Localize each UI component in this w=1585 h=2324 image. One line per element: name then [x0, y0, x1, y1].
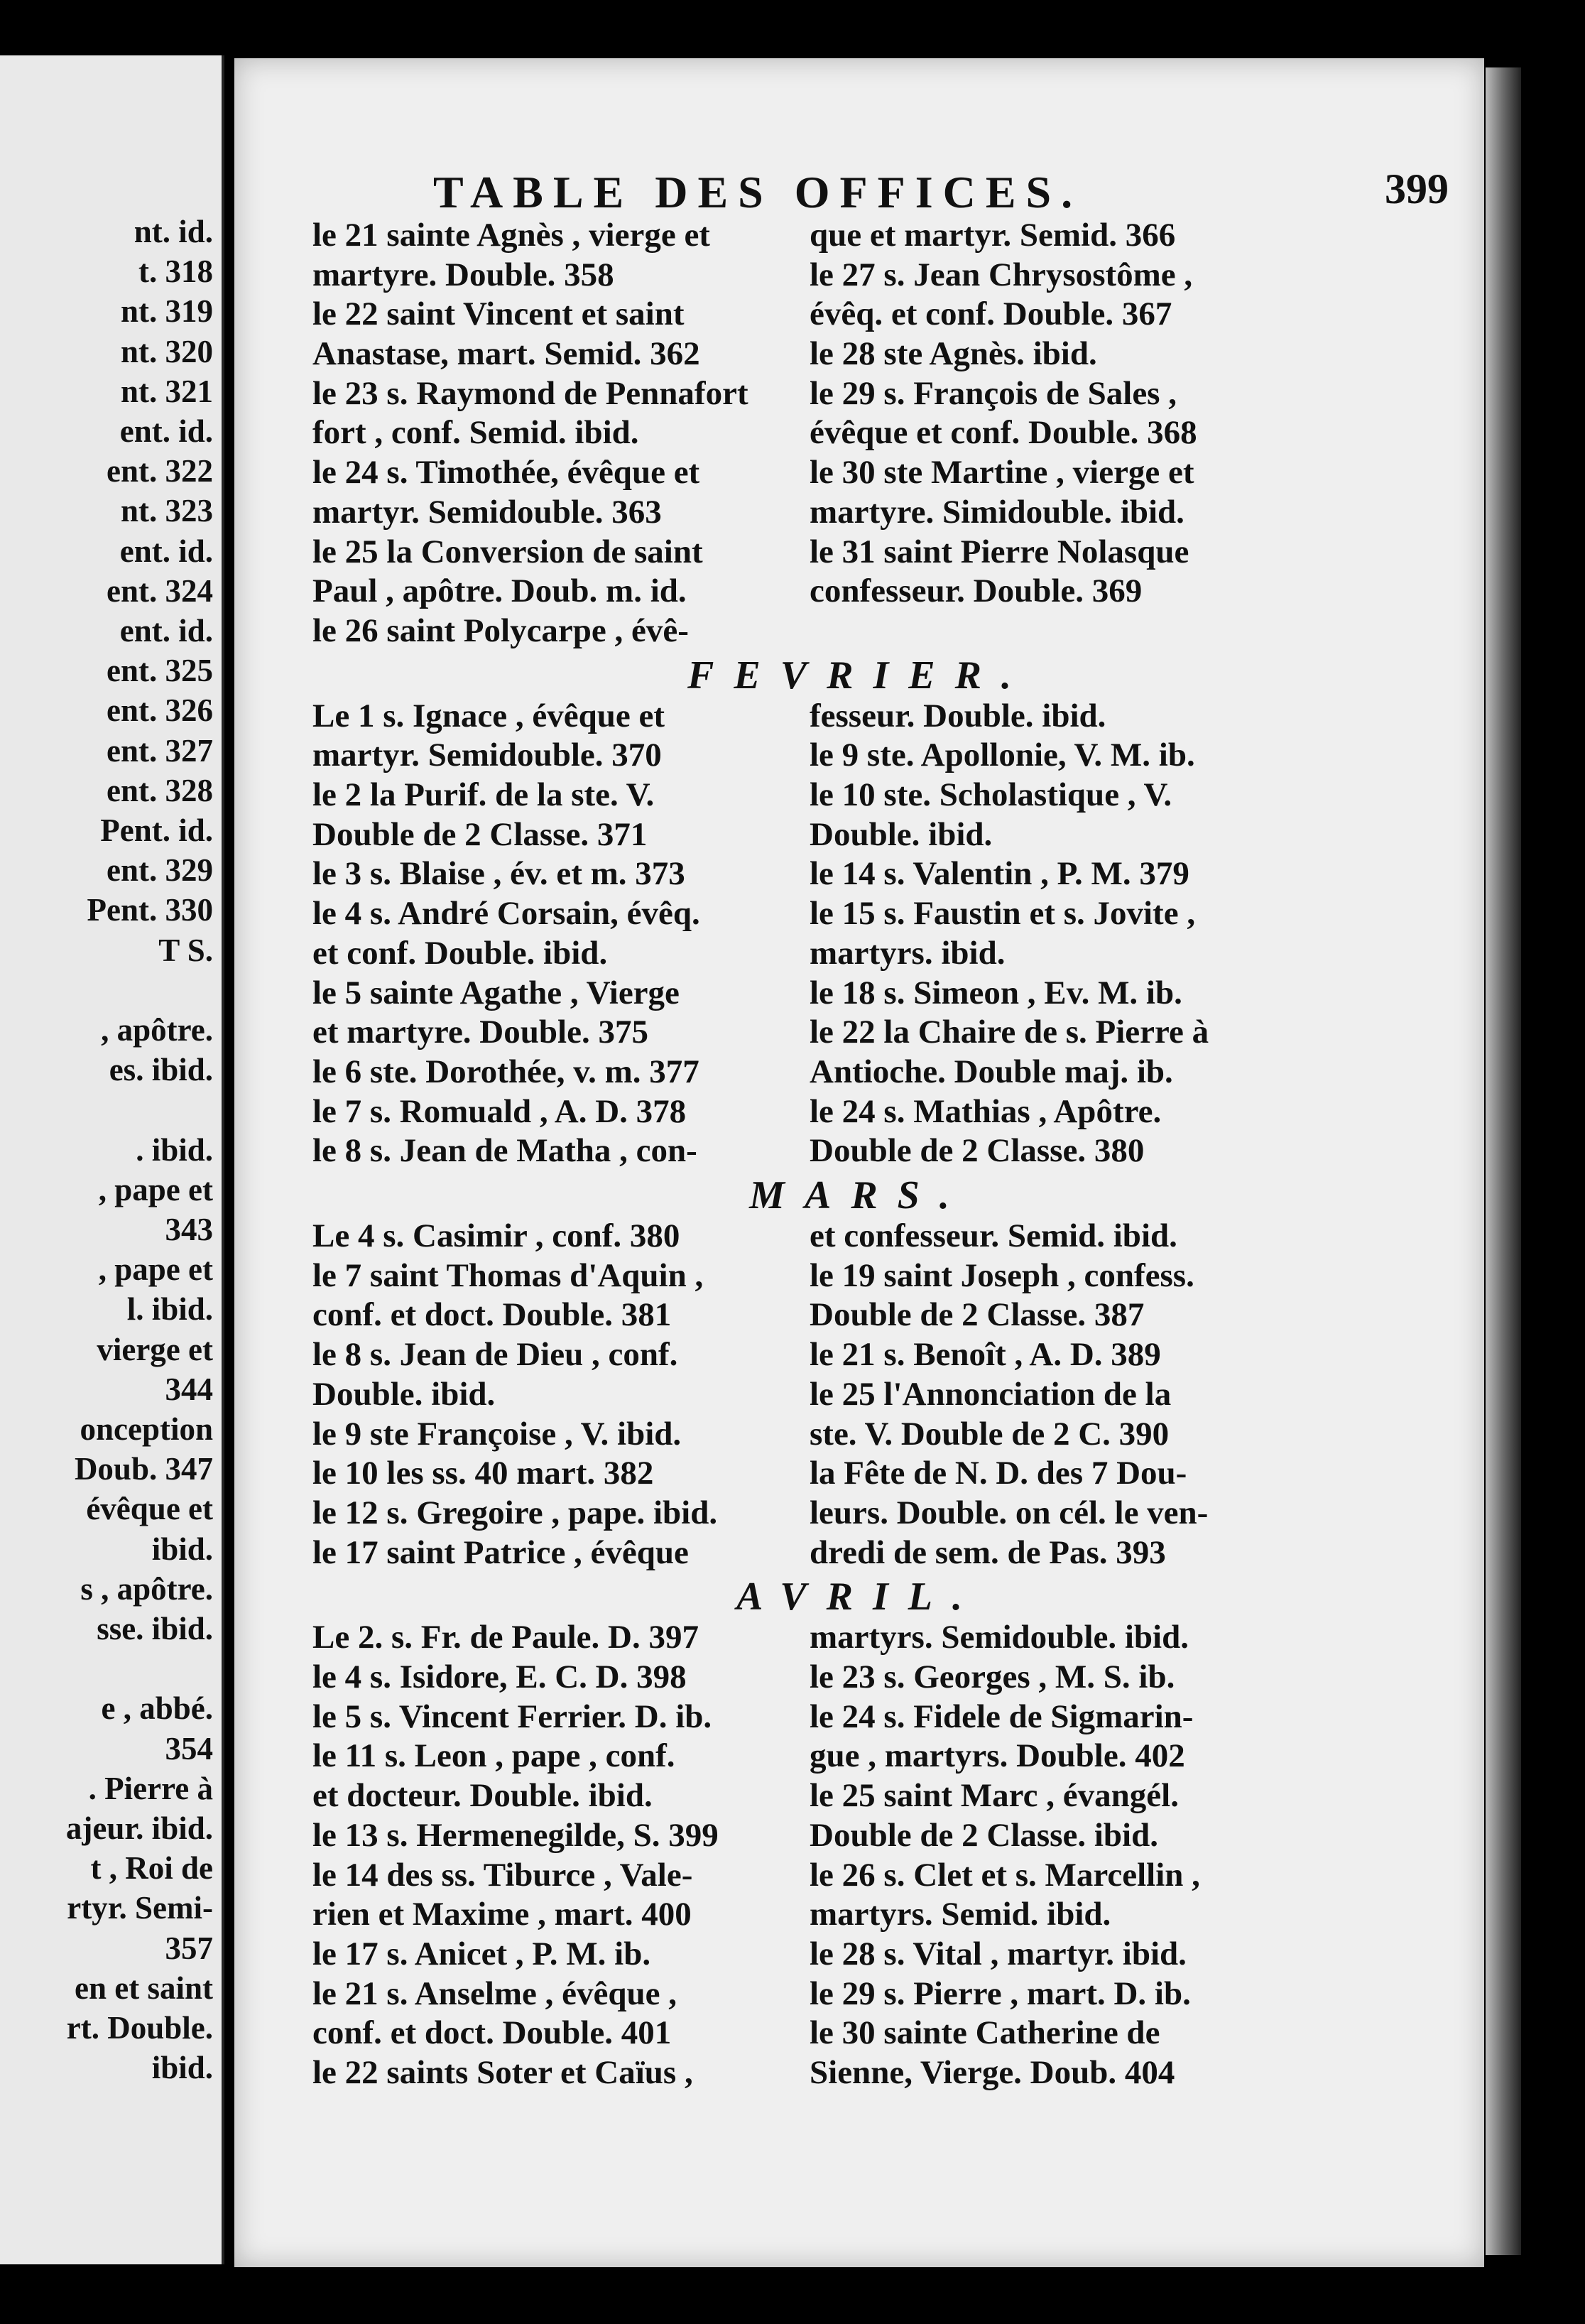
page [234, 58, 1484, 2267]
left-page-line: rtyr. Semi- [67, 1890, 213, 1926]
left-page-line: ent. id. [119, 533, 213, 569]
right-column [810, 1618, 1307, 2092]
left-page-line: ent. 328 [107, 772, 213, 808]
month-heading: MARS. [749, 1173, 969, 1218]
entry-line: conf. et doct. Double. 401 [312, 2014, 672, 2052]
entry-line: Double. ibid. [810, 815, 993, 853]
entry-line: le 29 s. François de Sales , [810, 374, 1177, 412]
left-page-line: nt. 323 [120, 493, 213, 529]
month-heading: FEVRIER. [687, 653, 1031, 697]
left-page-fragment [0, 55, 224, 2264]
entry-line: martyr. Semidouble. 370 [312, 737, 662, 774]
left-page-line: ibid. [151, 2050, 213, 2086]
left-page-line: s , apôtre. [80, 1570, 213, 1607]
left-page-line: Pent. 330 [87, 892, 213, 928]
entry-line: le 8 s. Jean de Dieu , conf. [312, 1336, 678, 1374]
left-page-line: Pent. id. [100, 813, 213, 848]
left-page-line: t. 318 [138, 254, 213, 290]
entry-line: le 30 sainte Catherine de [810, 2014, 1160, 2052]
entry-line: le 14 des ss. Tiburce , Vale- [312, 1856, 693, 1894]
entry-line: le 28 s. Vital , martyr. ibid. [810, 1935, 1187, 1972]
entry-line: le 4 s. André Corsain, évêq. [312, 895, 700, 933]
left-page-line: sse. ibid. [97, 1611, 213, 1646]
entry-line: le 5 sainte Agathe , Vierge [312, 974, 680, 1011]
entry-line: Le 2. s. Fr. de Paule. D. 397 [312, 1619, 699, 1656]
entry-line: le 25 saint Marc , évangél. [810, 1777, 1179, 1815]
entry-line: le 21 s. Benoît , A. D. 389 [810, 1336, 1161, 1374]
left-page-line: . ibid. [136, 1131, 213, 1168]
left-page-line: es. ibid. [109, 1052, 213, 1088]
left-page-line: ent. 325 [107, 653, 213, 689]
right-column [810, 1217, 1307, 1573]
entry-line: le 11 s. Leon , pape , conf. [312, 1737, 675, 1775]
entry-line: le 4 s. Isidore, E. C. D. 398 [312, 1658, 687, 1696]
entry-line: le 29 s. Pierre , mart. D. ib. [810, 1975, 1191, 2012]
entry-line: le 9 ste. Apollonie, V. M. ib. [810, 737, 1195, 774]
entry-line: Anastase, mart. Semid. 362 [312, 335, 700, 373]
entry-line: le 12 s. Gregoire , pape. ibid. [312, 1494, 718, 1531]
entry-line: conf. et doct. Double. 381 [312, 1296, 672, 1334]
entry-line: martyrs. Semidouble. ibid. [810, 1619, 1189, 1656]
entry-line: leurs. Double. on cél. le ven- [810, 1494, 1209, 1531]
entry-line: évêque et conf. Double. 368 [810, 414, 1197, 452]
left-page-line: nt. 320 [120, 333, 213, 369]
entry-line: martyrs. ibid. [810, 934, 1006, 972]
entry-line: le 19 saint Joseph , confess. [810, 1256, 1194, 1294]
entry-line: ste. V. Double de 2 C. 390 [810, 1415, 1170, 1452]
entry-line: évêq. et conf. Double. 367 [810, 295, 1172, 333]
entry-line: rien et Maxime , mart. 400 [312, 1896, 692, 1933]
left-column [312, 1217, 810, 1573]
entry-line: Double. ibid. [312, 1375, 496, 1413]
left-page-line: évêque et [86, 1491, 213, 1527]
entry-line: le 7 s. Romuald , A. D. 378 [312, 1092, 687, 1130]
left-page-line: nt. 319 [120, 293, 213, 330]
entry-line: le 8 s. Jean de Matha , con- [312, 1132, 697, 1170]
entry-line: le 27 s. Jean Chrysostôme , [810, 256, 1193, 293]
entry-line: martyr. Semidouble. 363 [312, 493, 662, 531]
entry-line: le 7 saint Thomas d'Aquin , [312, 1256, 704, 1294]
entry-line: Double de 2 Classe. 387 [810, 1296, 1145, 1334]
right-column [810, 697, 1307, 1171]
entry-line: et martyre. Double. 375 [312, 1014, 648, 1051]
left-page-line: ajeur. ibid. [65, 1810, 213, 1846]
entry-line: le 22 la Chaire de s. Pierre à [810, 1014, 1209, 1051]
left-column [312, 216, 810, 651]
entry-line: que et martyr. Semid. 366 [810, 217, 1176, 254]
entry-line: Le 4 s. Casimir , conf. 380 [312, 1217, 680, 1255]
left-page-line: ent. 329 [107, 852, 213, 889]
entry-line: le 17 saint Patrice , évêque [312, 1533, 689, 1571]
entry-line: Double de 2 Classe. ibid. [810, 1816, 1158, 1854]
left-page-line: onception [80, 1411, 213, 1447]
entry-line: le 2 la Purif. de la ste. V. [312, 776, 655, 814]
left-page-line: ent. 324 [107, 572, 213, 609]
entry-line: le 23 s. Raymond de Pennafort [312, 374, 748, 412]
left-page-line: ibid. [151, 1531, 213, 1567]
entry-line: et conf. Double. ibid. [312, 934, 608, 972]
entry-line: le 21 s. Anselme , évêque , [312, 1975, 677, 2012]
entry-line: le 6 ste. Dorothée, v. m. 377 [312, 1053, 699, 1090]
entry-line: le 25 l'Annonciation de la [810, 1375, 1172, 1413]
entry-line: gue , martyrs. Double. 402 [810, 1737, 1185, 1775]
entry-line: le 14 s. Valentin , P. M. 379 [810, 855, 1189, 893]
left-page-line: . Pierre à [88, 1770, 213, 1806]
entry-line: Antioche. Double maj. ib. [810, 1053, 1173, 1090]
entry-line: le 3 s. Blaise , év. et m. 373 [312, 855, 685, 893]
entry-line: martyrs. Semid. ibid. [810, 1896, 1111, 1933]
left-page-line: vierge et [97, 1331, 213, 1367]
entry-line: Le 1 s. Ignace , évêque et [312, 697, 665, 734]
left-page-line: t , Roi de [90, 1850, 213, 1886]
left-page-line: 357 [165, 1930, 213, 1966]
left-page-line: , apôtre. [101, 1012, 213, 1048]
entry-line: le 31 saint Pierre Nolasque [810, 533, 1189, 570]
entry-line: le 24 s. Mathias , Apôtre. [810, 1092, 1162, 1130]
left-page-line: nt. id. [134, 214, 213, 249]
left-column [312, 1618, 810, 2092]
left-page-line: rt. Double. [66, 2010, 213, 2046]
left-page-line: , pape et [98, 1171, 213, 1207]
entry-line: martyre. Simidouble. ibid. [810, 493, 1184, 531]
left-page-line: ent. 326 [107, 693, 213, 729]
entry-line: le 18 s. Simeon , Ev. M. ib. [810, 974, 1182, 1011]
month-heading: AVRIL. [736, 1575, 982, 1619]
entry-line: Double de 2 Classe. 371 [312, 815, 648, 853]
page-edge [1486, 67, 1521, 2255]
entry-line: le 26 s. Clet et s. Marcellin , [810, 1856, 1200, 1894]
left-column [312, 697, 810, 1171]
page-title: TABLE DES OFFICES. [433, 167, 1083, 217]
entry-line: le 13 s. Hermenegilde, S. 399 [312, 1816, 719, 1854]
entry-line: dredi de sem. de Pas. 393 [810, 1533, 1166, 1571]
left-page-line: 354 [165, 1730, 213, 1766]
left-page-line: 343 [165, 1212, 213, 1247]
entry-line [810, 612, 1307, 651]
entry-line: Paul , apôtre. Doub. m. id. [312, 572, 687, 610]
entry-line: et confesseur. Semid. ibid. [810, 1217, 1177, 1255]
left-page-line: , pape et [98, 1251, 213, 1288]
entry-line: le 30 ste Martine , vierge et [810, 454, 1194, 492]
left-page-line: ent. id. [119, 413, 213, 449]
entry-line: le 24 s. Timothée, évêque et [312, 454, 700, 492]
entry-line: le 9 ste Françoise , V. ibid. [312, 1415, 682, 1452]
left-page-line: 344 [165, 1371, 213, 1407]
entry-line: confesseur. Double. 369 [810, 572, 1143, 610]
entry-line: le 17 s. Anicet , P. M. ib. [312, 1935, 651, 1972]
entry-line: le 10 les ss. 40 mart. 382 [312, 1455, 654, 1492]
entry-line: le 15 s. Faustin et s. Jovite , [810, 895, 1196, 933]
entry-line: et docteur. Double. ibid. [312, 1777, 653, 1815]
entry-line: le 10 ste. Scholastique , V. [810, 776, 1172, 814]
entry-line: le 28 ste Agnès. ibid. [810, 335, 1097, 373]
left-page-line: en et saint [75, 1970, 213, 2006]
page-number: 399 [1385, 165, 1449, 212]
left-page-line: T S. [158, 932, 213, 968]
right-column [810, 216, 1307, 651]
entry-line: le 25 la Conversion de saint [312, 533, 703, 570]
left-page-line: ent. 327 [107, 732, 213, 769]
entry-line: Double de 2 Classe. 380 [810, 1132, 1145, 1170]
entry-line: fesseur. Double. ibid. [810, 697, 1106, 734]
entry-line: le 24 s. Fidele de Sigmarin- [810, 1698, 1194, 1735]
left-page-line: l. ibid. [126, 1291, 213, 1327]
entry-line: la Fête de N. D. des 7 Dou- [810, 1455, 1187, 1492]
entry-line: le 5 s. Vincent Ferrier. D. ib. [312, 1698, 712, 1735]
entry-line: le 22 saint Vincent et saint [312, 295, 685, 333]
entry-line: le 23 s. Georges , M. S. ib. [810, 1658, 1175, 1696]
left-page-line: e , abbé. [101, 1690, 213, 1727]
left-page-line: nt. 321 [120, 373, 213, 409]
entry-line: martyre. Double. 358 [312, 256, 614, 293]
entry-line: Sienne, Vierge. Doub. 404 [810, 2053, 1175, 2091]
left-page-line: ent. 322 [107, 453, 213, 489]
entry-line: le 21 sainte Agnès , vierge et [312, 217, 710, 254]
left-page-line: Doub. 347 [74, 1451, 213, 1487]
entry-line: le 22 saints Soter et Caïus , [312, 2053, 693, 2091]
left-page-line: ent. id. [119, 613, 213, 648]
entry-line: fort , conf. Semid. ibid. [312, 414, 639, 452]
entry-line: le 26 saint Polycarpe , évê- [312, 612, 689, 649]
